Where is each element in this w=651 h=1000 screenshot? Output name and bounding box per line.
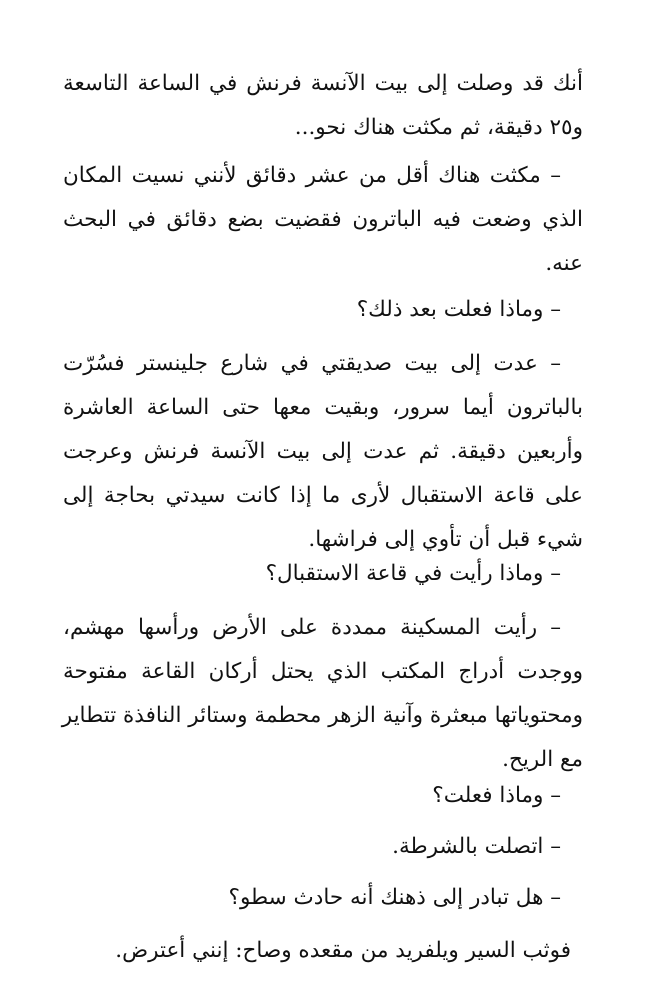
paragraph-continuation — [63, 62, 583, 150]
text-line: – هل تبادر إلى ذهنك أنه حادث سطو؟ — [228, 885, 561, 910]
text-line: ومحتوياتها مبعثرة وآنية الزهر محطمة وستائر النافذة تتطاير — [61, 703, 583, 728]
text-line: – رأيت المسكينة ممددة على الأرض ورأسها مهشم، — [63, 615, 561, 640]
text-line: الذي وضعت فيه الباترون فقضيت بضع دقائق في البحث — [63, 207, 583, 232]
text-line: وأربعين دقيقة. ثم عدت إلى بيت الآنسة فرنش وعرجت — [63, 439, 583, 464]
text-line: عنه. — [545, 251, 583, 276]
text-line: – اتصلت بالشرطة. — [392, 834, 561, 859]
text-line: مع الريح. — [502, 747, 583, 772]
text-line: – عدت إلى بيت صديقتي في شارع جلينستر فسُرّت — [63, 351, 561, 376]
paragraph-question-hall — [63, 552, 583, 596]
paragraph-answer-friend — [63, 342, 583, 562]
paragraph-question-did — [63, 774, 583, 818]
text-line: أنك قد وصلت إلى بيت الآنسة فرنش في الساعة التاسعة — [63, 71, 583, 96]
text-line: و٢٥ دقيقة، ثم مكثت هناك نحو... — [294, 115, 583, 140]
text-line: – وماذا فعلت؟ — [432, 783, 561, 808]
text-line: – مكثت هناك أقل من عشر دقائق لأنني نسيت المكان — [63, 163, 561, 188]
text-line: بالباترون أيما سرور، وبقيت معها حتى الساعة العاشرة — [63, 395, 583, 420]
paragraph-question-after — [63, 288, 583, 332]
text-line: فوثب السير ويلفريد من مقعده وصاح: إنني أعترض. — [115, 938, 571, 963]
text-line: – وماذا فعلت بعد ذلك؟ — [356, 297, 561, 322]
paragraph-question-burglary — [63, 876, 583, 920]
paragraph-answer-stay — [63, 154, 583, 286]
paragraph-objection — [63, 929, 583, 973]
paragraph-answer-police — [63, 825, 583, 869]
text-line: شيء قبل أن تأوي إلى فراشها. — [308, 527, 583, 552]
paragraph-answer-scene — [63, 606, 583, 782]
text-line: على قاعة الاستقبال لأرى ما إذا كانت سيدتي بحاجة إلى — [63, 483, 583, 508]
text-line: ووجدت أدراج المكتب الذي يحتل أركان القاعة مفتوحة — [63, 659, 583, 684]
text-line: – وماذا رأيت في قاعة الاستقبال؟ — [265, 561, 561, 586]
